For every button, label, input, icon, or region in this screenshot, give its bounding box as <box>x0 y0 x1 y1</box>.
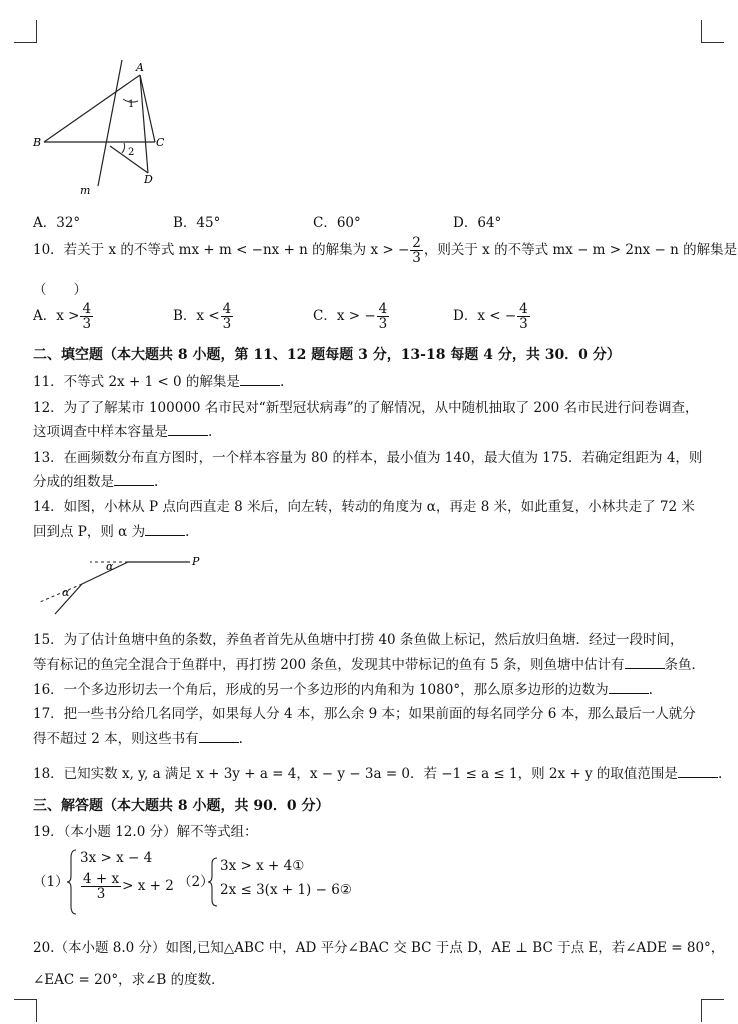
line-m <box>98 60 122 186</box>
answer-blank[interactable] <box>240 373 280 386</box>
q12-line2: 这项调查中样本容量是 . <box>33 424 213 440</box>
figure-q14 <box>30 548 210 620</box>
label-d: D <box>144 173 153 186</box>
q12-line1: 12．为了了解某市 100000 名市民对“新型冠状病毒”的了解情况，从中随机抽取了 200 名市民进行问卷调查， <box>33 400 699 416</box>
answer-blank[interactable] <box>609 681 649 694</box>
q19-part2-brace <box>207 856 219 908</box>
label-angle-1: 1 <box>128 99 135 110</box>
q10-option-b: B．x < $\frac{4}{3}$ <box>173 301 232 333</box>
q20-line2: ∠EAC = 20°，求∠B 的度数． <box>33 972 225 988</box>
label-b: B <box>33 136 42 149</box>
q13-line2: 分成的组数是 . <box>33 474 159 490</box>
path-segment-2 <box>82 562 128 584</box>
q19-part2-ineq2: 2x ≤ 3(x + 1) − 6② <box>220 882 352 898</box>
q13-line1: 13．在画频数分布直方图时，一个样本容量为 80 的样本，最小值为 140，最大值为 175．若确定组距为 4，则 <box>33 450 703 466</box>
answer-blank[interactable] <box>168 423 208 436</box>
label-p: P <box>192 555 200 568</box>
q19-part1-ineq1: 3x > x − 4 <box>80 850 153 866</box>
answer-blank[interactable] <box>199 730 239 743</box>
answer-blank[interactable] <box>678 765 718 778</box>
q14-line2: 回到点 P，则 α 为 . <box>33 524 190 540</box>
crop-mark-bottom-left <box>14 999 37 1022</box>
q11: 11．不等式 2x + 1 < 0 的解集是 . <box>33 374 285 390</box>
q15-line2: 等有标记的鱼完全混合于鱼群中，再打捞 200 条鱼，发现其中带标记的鱼有 5 条，则鱼塘中估计有 条鱼． <box>33 657 706 673</box>
label-c: C <box>156 136 165 149</box>
q18: 18．已知实数 x, y, a 满足 x + 3y + a = 4，x − y − 3a = 0．若 −1 ≤ a ≤ 1，则 2x + y 的取值范围是 . <box>33 766 723 782</box>
q10-fraction: $\frac{2}{3}$ <box>412 235 421 267</box>
crop-mark-top-right <box>701 20 724 43</box>
angle-2-arc <box>122 143 125 153</box>
line-ad <box>140 75 148 173</box>
label-m: m <box>80 184 91 197</box>
answer-blank[interactable] <box>625 656 665 669</box>
q17-line2: 得不超过 2 本，则这些书有 . <box>33 731 243 747</box>
q10-option-a: A．x > $\frac{4}{3}$ <box>33 301 92 333</box>
q15-line1: 15．为了估计鱼塘中鱼的条数，养鱼者首先从鱼塘中打捞 40 条鱼做上标记，然后放归鱼塘．经过一段时间， <box>33 632 684 648</box>
crop-mark-top-left <box>14 20 37 43</box>
q9-option-b: B．45° <box>173 215 221 231</box>
q19-part2-label: （2） <box>178 874 214 890</box>
q10-paren: （ ） <box>33 282 87 298</box>
q10-suffix: ，则关于 x 的不等式 mx − m > 2nx − n 的解集是 <box>423 242 738 259</box>
label-alpha-1: α <box>106 560 114 573</box>
q17-line1: 17．把一些书分给几名同学，如果每人分 4 本，那么余 9 本；如果前面的每名同学分 6 本，那么最后一人就分 <box>33 706 696 722</box>
q10-prefix: 10．若关于 x 的不等式 mx + m < −nx + n 的解集为 x > − <box>33 242 410 259</box>
label-a: A <box>136 61 144 74</box>
answer-blank[interactable] <box>114 473 154 486</box>
figure-q9 <box>30 58 180 200</box>
q19-stem: 19．（本小题 12.0 分）解不等式组： <box>33 824 258 840</box>
q19-part1-brace <box>66 848 78 916</box>
label-alpha-2: α <box>62 586 70 599</box>
q14-line1: 14．如图，小林从 P 点向西直走 8 米后，向左转，转动的角度为 α，再走 8 米，如此重复，小林共走了 72 米 <box>33 499 695 515</box>
extension-2 <box>40 584 82 602</box>
q9-option-c: C．60° <box>313 215 361 231</box>
q10-stem <box>33 236 737 265</box>
q9-option-d: D．64° <box>453 215 502 231</box>
crop-mark-bottom-right <box>701 999 724 1022</box>
q20-line1: 20.（本小题 8.0 分）如图,已知△ABC 中，AD 平分∠BAC 交 BC 于点 D，AE ⊥ BC 于点 E，若∠ADE = 80°， <box>33 940 725 956</box>
section-2-heading: 二、填空题（本大题共 8 小题，第 11、12 题每题 3 分，13-18 每题 4 分，共 30．0 分） <box>33 347 621 363</box>
q19-part1-label: （1） <box>33 874 69 890</box>
q10-option-c: C．x > − $\frac{4}{3}$ <box>313 301 388 333</box>
section-3-heading: 三、解答题（本大题共 8 小题，共 90．0 分） <box>33 798 330 814</box>
line-ba <box>44 75 140 142</box>
q16: 16．一个多边形切去一个角后，形成的另一个多边形的内角和为 1080°，那么原多边形的边数为 . <box>33 682 653 698</box>
label-angle-2: 2 <box>128 147 135 158</box>
q19-part2-ineq1: 3x > x + 4① <box>220 858 305 874</box>
q9-option-a: A．32° <box>33 215 81 231</box>
q19-part1-ineq2: $\frac{4 + x}{3}$ > x + 2 <box>83 871 174 903</box>
q10-option-d: D．x < − $\frac{4}{3}$ <box>453 301 528 333</box>
answer-blank[interactable] <box>145 523 185 536</box>
